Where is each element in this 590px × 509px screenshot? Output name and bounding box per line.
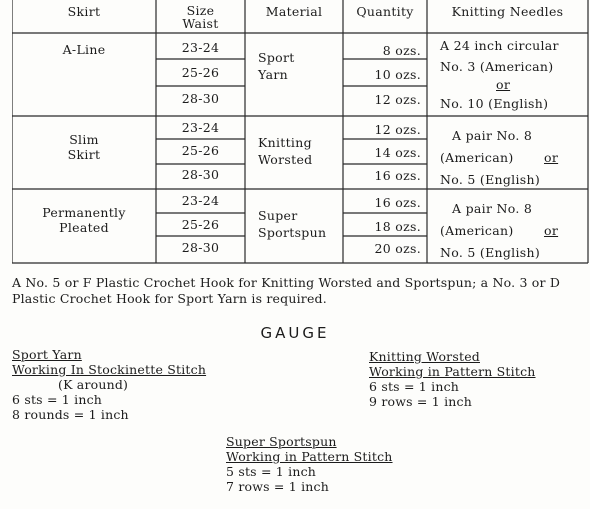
gauge-line: 9 rows = 1 inch <box>369 394 472 409</box>
needles-or: or <box>496 77 511 92</box>
needles-line: (American) <box>440 150 514 165</box>
quantity-cell: 18 ozs. <box>374 219 421 234</box>
gauge-block-title: Knitting Worsted <box>369 349 480 364</box>
size-cell: 25-26 <box>181 143 220 158</box>
needles-line: A 24 inch circular <box>440 38 559 53</box>
quantity-cell: 8 ozs. <box>382 43 421 58</box>
skirt-name: Slim Skirt <box>67 132 101 162</box>
header-size-waist: Size Waist <box>182 3 219 31</box>
needles-line: (American) <box>440 223 514 238</box>
gauge-super-sportspun <box>226 434 393 494</box>
header-material: Material <box>265 4 323 19</box>
material-name: Knitting Worsted <box>258 135 313 167</box>
quantity-cell: 12 ozs. <box>374 122 421 137</box>
needles-line: No. 5 (English) <box>440 245 541 260</box>
gauge-knitting-worsted <box>369 349 536 409</box>
needles-line: A pair No. 8 <box>452 201 533 216</box>
gauge-line: 5 sts = 1 inch <box>226 464 317 479</box>
gauge-line: 8 rounds = 1 inch <box>12 407 129 422</box>
size-cell: 25-26 <box>181 65 220 80</box>
gauge-line: Working in Pattern Stitch <box>226 449 393 464</box>
gauge-block-title: Super Sportspun <box>226 434 337 449</box>
needles-line: A pair No. 8 <box>452 128 533 143</box>
size-cell: 23-24 <box>181 120 220 135</box>
needles-or: or <box>544 223 559 238</box>
header-skirt: Skirt <box>67 4 101 19</box>
quantity-cell: 16 ozs. <box>374 195 421 210</box>
size-cell: 25-26 <box>181 217 220 232</box>
size-cell: 28-30 <box>181 167 220 182</box>
gauge-line: (K around) <box>58 377 129 392</box>
needles-line: No. 3 (American) <box>440 59 554 74</box>
quantity-cell: 10 ozs. <box>374 67 421 82</box>
gauge-line: 6 sts = 1 inch <box>12 392 103 407</box>
size-cell: 23-24 <box>181 193 220 208</box>
quantity-cell: 16 ozs. <box>374 168 421 183</box>
needles-line: No. 5 (English) <box>440 172 541 187</box>
gauge-line: Working In Stockinette Stitch <box>12 362 207 377</box>
header-knitting-needles: Knitting Needles <box>451 4 564 19</box>
gauge-heading: GAUGE <box>260 324 330 342</box>
header-quantity: Quantity <box>356 4 414 19</box>
skirt-name: Permanently Pleated <box>42 205 126 235</box>
skirt-name: A-Line <box>62 42 106 57</box>
size-cell: 23-24 <box>181 40 220 55</box>
crochet-hook-note: A No. 5 or F Plastic Crochet Hook for Knitting Worsted and Sportspun; a No. 3 or D Plastic Crochet Hook for Sport Yarn is required. <box>12 275 561 306</box>
size-cell: 28-30 <box>181 91 220 106</box>
quantity-cell: 14 ozs. <box>374 145 421 160</box>
material-name: Sport Yarn <box>258 50 295 82</box>
material-name: Super Sportspun <box>258 208 327 240</box>
gauge-line: 6 sts = 1 inch <box>369 379 460 394</box>
gauge-line: Working in Pattern Stitch <box>369 364 536 379</box>
gauge-line: 7 rows = 1 inch <box>226 479 329 494</box>
quantity-cell: 20 ozs. <box>374 241 421 256</box>
yarn-requirements-table <box>12 0 590 265</box>
size-cell: 28-30 <box>181 240 220 255</box>
gauge-block-title: Sport Yarn <box>12 347 82 362</box>
needles-or: or <box>544 150 559 165</box>
gauge-sport-yarn <box>12 347 206 422</box>
quantity-cell: 12 ozs. <box>374 92 421 107</box>
needles-line: No. 10 (English) <box>440 96 549 111</box>
